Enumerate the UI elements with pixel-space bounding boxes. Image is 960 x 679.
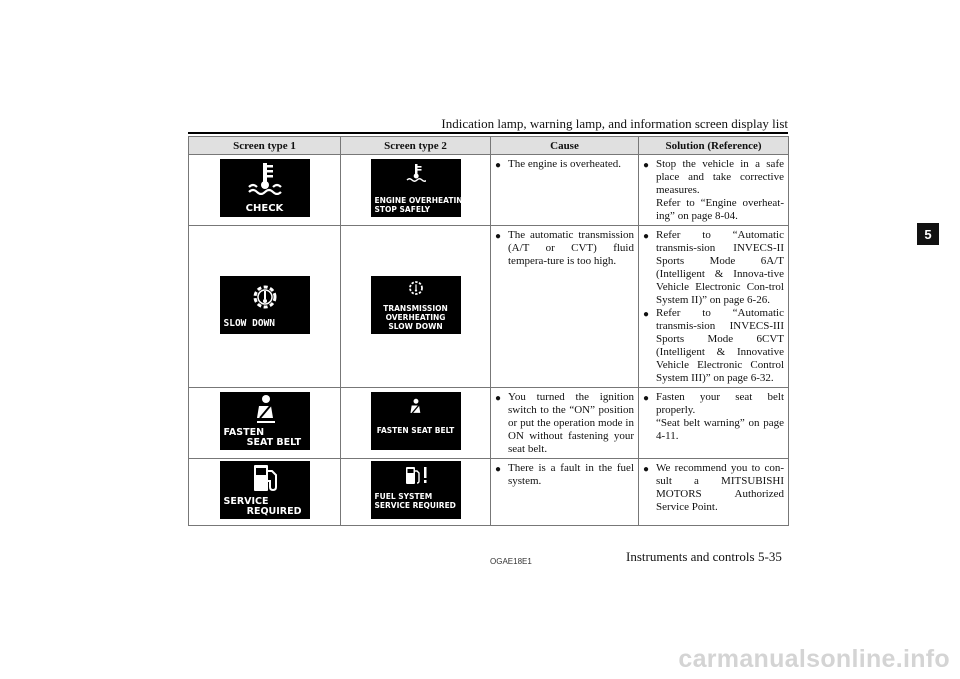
column-header: Screen type 1 bbox=[189, 137, 341, 155]
page-number: 5-35 bbox=[758, 549, 782, 564]
screen-label: FUEL SYSTEM SERVICE REQUIRED bbox=[374, 492, 456, 510]
transmission-temperature-icon bbox=[250, 282, 280, 312]
list-item: ● We recommend you to con-sult a MITSUBISHI MOTORS Authorized Service Point. bbox=[643, 462, 784, 513]
display-screen bbox=[220, 159, 310, 217]
screen-type-2-cell bbox=[341, 155, 491, 226]
screen-type-1-cell bbox=[189, 226, 341, 388]
screen-label: CHECK bbox=[245, 203, 284, 214]
list-item: ● Refer to “Automatic transmis-sion INVECS-II Sports Mode 6A/T (Intelligent & Innova-tive Vehicle Electronic Con-trol System II)” on page 6-26. bbox=[643, 229, 784, 306]
solution-cell bbox=[639, 226, 789, 388]
display-screen bbox=[371, 461, 461, 519]
display-screen bbox=[220, 392, 310, 450]
screen-type-2-cell bbox=[341, 388, 491, 459]
transmission-temperature-icon bbox=[407, 279, 425, 297]
list-item: ● Refer to “Automatic transmis-sion INVECS-III Sports Mode 6CVT (Intelligent & Innovative Vehicle Electronic Control System III)” on page 6-32. bbox=[643, 307, 784, 384]
list-item: ● The automatic transmission (A/T or CVT) fluid tempera-ture is too high. bbox=[495, 229, 634, 267]
list-item: ● The engine is overheated. bbox=[495, 158, 622, 171]
table-header-row bbox=[189, 137, 789, 155]
display-screen bbox=[220, 276, 310, 334]
screen-type-1-cell bbox=[189, 388, 341, 459]
cause-cell bbox=[491, 226, 639, 388]
table-row bbox=[189, 226, 789, 388]
table-row bbox=[189, 388, 789, 459]
screen-label: FASTEN SEAT BELT bbox=[376, 426, 455, 435]
table-row bbox=[189, 155, 789, 226]
display-screen bbox=[371, 392, 461, 450]
screen-type-2-cell bbox=[341, 226, 491, 388]
watermark: carmanualsonline.info bbox=[678, 645, 950, 673]
section-title: Instruments and controls bbox=[626, 549, 755, 564]
seat-belt-icon bbox=[408, 397, 424, 419]
table-row bbox=[189, 459, 789, 526]
screen-label: SERVICE REQUIRED bbox=[223, 496, 302, 517]
header-rule bbox=[188, 132, 788, 134]
indicator-table bbox=[188, 136, 789, 526]
screen-type-1-cell bbox=[189, 459, 341, 526]
cause-cell bbox=[491, 459, 639, 526]
list-item: ● Stop the vehicle in a safe place and take corrective measures. Refer to “Engine overheat-ing” on page 8-04. bbox=[643, 158, 784, 222]
coolant-temperature-icon bbox=[247, 161, 283, 195]
screen-label: FASTEN SEAT BELT bbox=[223, 427, 302, 448]
document-code: OGAE18E1 bbox=[490, 557, 532, 566]
fuel-pump-icon bbox=[250, 463, 282, 495]
header-title: Indication lamp, warning lamp, and information screen display list bbox=[441, 116, 788, 131]
solution-cell bbox=[639, 155, 789, 226]
screen-type-1-cell bbox=[189, 155, 341, 226]
screen-label: TRANSMISSION OVERHEATING SLOW DOWN bbox=[383, 303, 448, 331]
fuel-pump-warning-icon bbox=[404, 465, 430, 487]
cause-cell bbox=[491, 388, 639, 459]
cause-cell bbox=[491, 155, 639, 226]
column-header: Cause bbox=[491, 137, 639, 155]
solution-cell bbox=[639, 388, 789, 459]
screen-label: SLOW DOWN bbox=[223, 317, 275, 329]
seat-belt-icon bbox=[253, 394, 279, 426]
display-screen bbox=[371, 159, 469, 217]
column-header: Solution (Reference) bbox=[639, 137, 789, 155]
list-item: ● There is a fault in the fuel system. bbox=[495, 462, 634, 487]
screen-label: ENGINE OVERHEATING STOP SAFELY bbox=[374, 196, 469, 214]
section-tab[interactable]: 5 bbox=[917, 223, 939, 245]
solution-cell bbox=[639, 459, 789, 526]
screen-type-2-cell bbox=[341, 459, 491, 526]
list-item: ● Fasten your seat belt properly. “Seat belt warning” on page 4-11. bbox=[643, 391, 784, 442]
display-screen bbox=[220, 461, 310, 519]
column-header: Screen type 2 bbox=[341, 137, 491, 155]
list-item: ● You turned the ignition switch to the “ON” position or put the operation mode in ON without fastening your seat belt. bbox=[495, 391, 634, 455]
display-screen bbox=[371, 276, 461, 334]
coolant-temperature-icon bbox=[406, 163, 426, 185]
